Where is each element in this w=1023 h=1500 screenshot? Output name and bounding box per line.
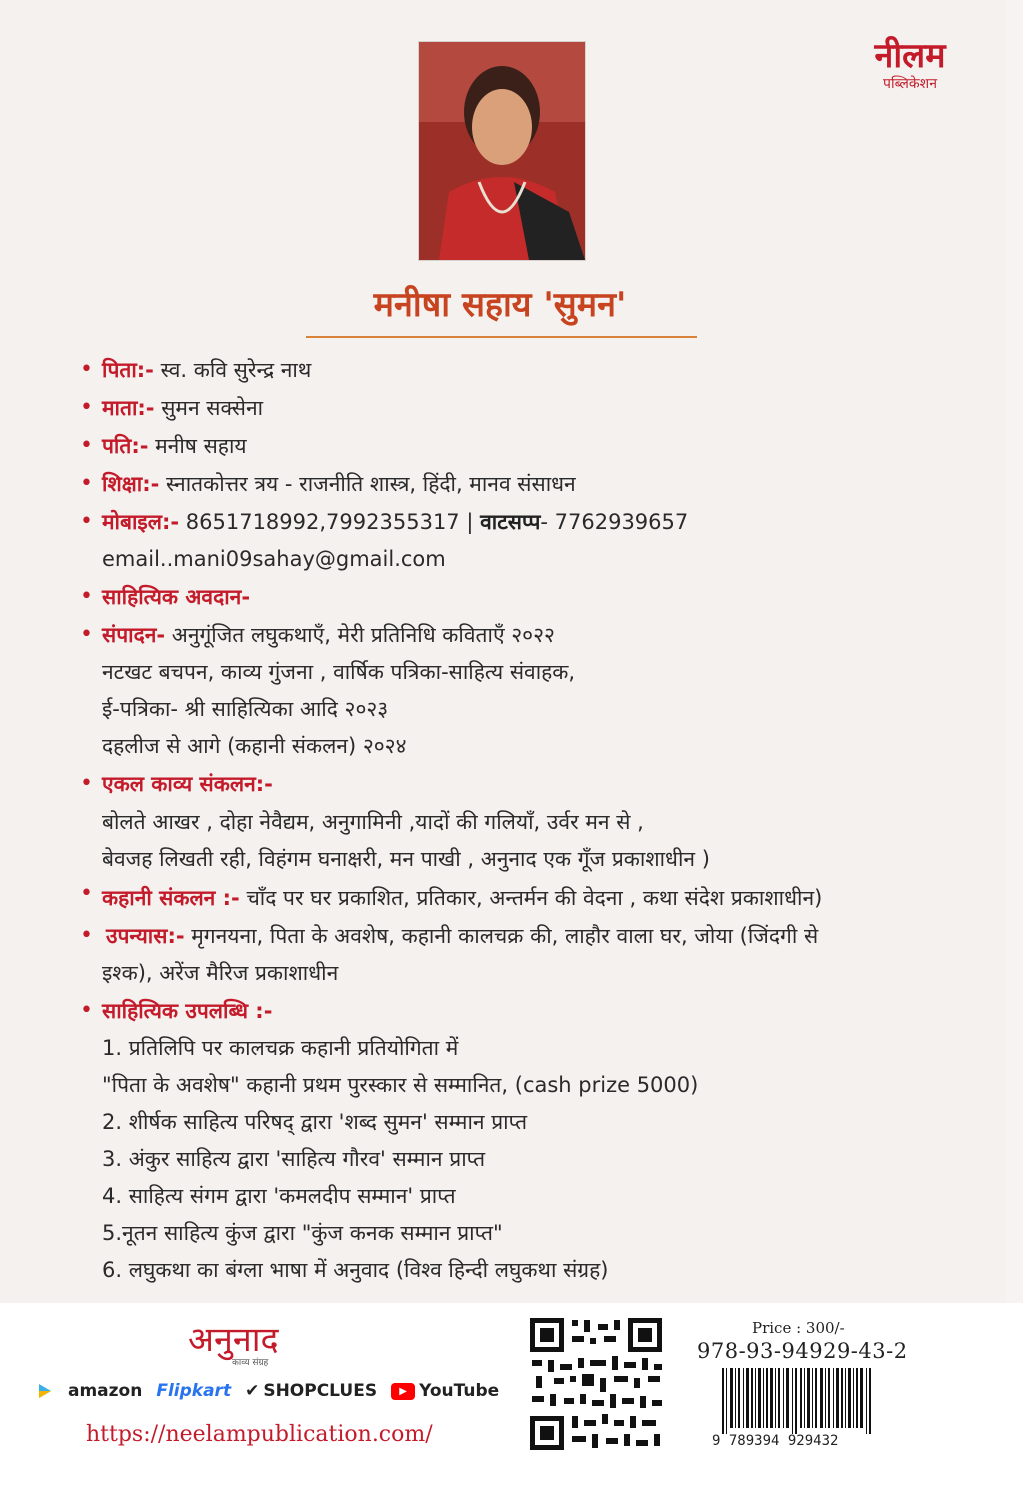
bio-literary-contribution: साहित्यिक अवदान- <box>102 585 251 609</box>
bullet-icon: • <box>80 395 93 420</box>
author-name: मनीषा सहाय 'सुमन' <box>373 285 627 325</box>
achievement-item: 6. लघुकथा का बंग्ला भाषा में अनुवाद (विश्व हिन्दी लघुकथा संग्रह) <box>102 1258 609 1282</box>
check-icon: ✔ <box>245 1381 260 1401</box>
bullet-icon: • <box>80 357 93 382</box>
achievement-item: 3. अंकुर साहित्य द्वारा 'साहित्य गौरव' सम्मान प्राप्त <box>102 1147 486 1171</box>
bio-editing-line: नटखट बचपन, काव्य गुंजना , वार्षिक पत्रिका-साहित्य संवाहक, <box>102 660 576 684</box>
bio-solo-poetry: एकल काव्य संकलन:- <box>102 772 273 796</box>
achievement-item: "पिता के अवशेष" कहानी प्रथम पुरस्कार से सम्मानित, (cash prize 5000) <box>102 1073 699 1097</box>
publisher-logo-main: नीलम <box>874 36 946 76</box>
bio-solo-poetry-line: बेवजह लिखती रही, विहंगम घनाक्षरी, मन पाखी , अनुनाद एक गूँज प्रकाशाधीन ) <box>102 847 710 871</box>
bullet-icon: • <box>80 923 93 948</box>
bio-novels-line: इश्क), अरेंज मैरिज प्रकाशाधीन <box>102 961 339 985</box>
bullet-icon: • <box>80 584 93 609</box>
bio-editing-line: ई-पत्रिका- श्री साहित्यिका आदि २०२३ <box>102 697 389 721</box>
achievement-item: 4. साहित्य संगम द्वारा 'कमलदीप सम्मान' प्राप्त <box>102 1184 456 1208</box>
publisher-logo-sub: पब्लिकेशन <box>883 76 937 92</box>
bio-editing: संपादन- अनुगूंजित लघुकथाएँ, मेरी प्रतिनिधि कविताएँ २०२२ <box>102 623 555 647</box>
store-logos <box>36 1378 499 1404</box>
bullet-icon: • <box>80 471 93 496</box>
qr-code <box>528 1316 664 1452</box>
achievement-item: 1. प्रतिलिपि पर कालचक्र कहानी प्रतियोगिता में <box>102 1036 459 1060</box>
bio-husband: पति:- मनीष सहाय <box>102 434 247 458</box>
youtube-play-icon: ▶ <box>391 1383 415 1400</box>
isbn-barcode <box>712 1368 882 1438</box>
bullet-icon: • <box>80 622 93 647</box>
bio-education: शिक्षा:- स्नातकोत्तर त्रय - राजनीति शास्त्र, हिंदी, मानव संसाधन <box>102 472 576 496</box>
bio-editing-line: दहलीज से आगे (कहानी संकलन) २०२४ <box>102 734 407 758</box>
bio-father: पिता:- स्व. कवि सुरेन्द्र नाथ <box>102 358 312 382</box>
bio-mobile: मोबाइल:- 8651718992,7992355317 | वाटसप्प- 7762939657 <box>102 510 689 534</box>
shopclues-logo: ✔ SHOPCLUES <box>245 1381 378 1401</box>
series-logo: अनुनाद <box>188 1320 279 1360</box>
publisher-url[interactable]: https://neelampublication.com/ <box>86 1422 433 1447</box>
bio-stories: कहानी संकलन :- चाँद पर घर प्रकाशित, प्रतिकार, अन्तर्मन की वेदना , कथा संदेश प्रकाशाधीन) <box>102 886 823 910</box>
bullet-icon: • <box>80 881 93 906</box>
bullet-icon: • <box>80 433 93 458</box>
bullet-icon: • <box>80 998 93 1023</box>
bio-email: email..mani09sahay@gmail.com <box>102 547 446 571</box>
bio-solo-poetry-line: बोलते आखर , दोहा नेवैद्यम, अनुगामिनी ,यादों की गलियाँ, उर्वर मन से , <box>102 810 644 834</box>
price-label: Price : 300/- <box>752 1319 845 1337</box>
achievement-item: 5.नूतन साहित्य कुंज द्वारा "कुंज कनक सम्मान प्राप्त" <box>102 1221 503 1245</box>
bio-mother: माता:- सुमन सक्सेना <box>102 396 264 420</box>
bullet-icon: • <box>80 771 93 796</box>
bio-achievements: साहित्यिक उपलब्धि :- <box>102 999 273 1023</box>
flipkart-logo: Flipkart <box>156 1381 232 1401</box>
amazon-logo: amazon <box>68 1381 143 1401</box>
bullet-icon: • <box>80 509 93 534</box>
isbn-number: 978-93-94929-43-2 <box>697 1339 908 1363</box>
bio-novels: उपन्यास:- मृगनयना, पिता के अवशेष, कहानी कालचक्र की, लाहौर वाला घर, जोया (जिंदगी से <box>106 924 819 948</box>
barcode-digits: 9 789394 929432 <box>712 1433 839 1449</box>
series-logo-sub: काव्य संग्रह <box>232 1358 269 1368</box>
achievement-item: 2. शीर्षक साहित्य परिषद् द्वारा 'शब्द सुमन' सम्मान प्राप्त <box>102 1110 528 1134</box>
play-store-icon <box>36 1382 54 1400</box>
youtube-logo: ▶ YouTube <box>391 1381 499 1401</box>
